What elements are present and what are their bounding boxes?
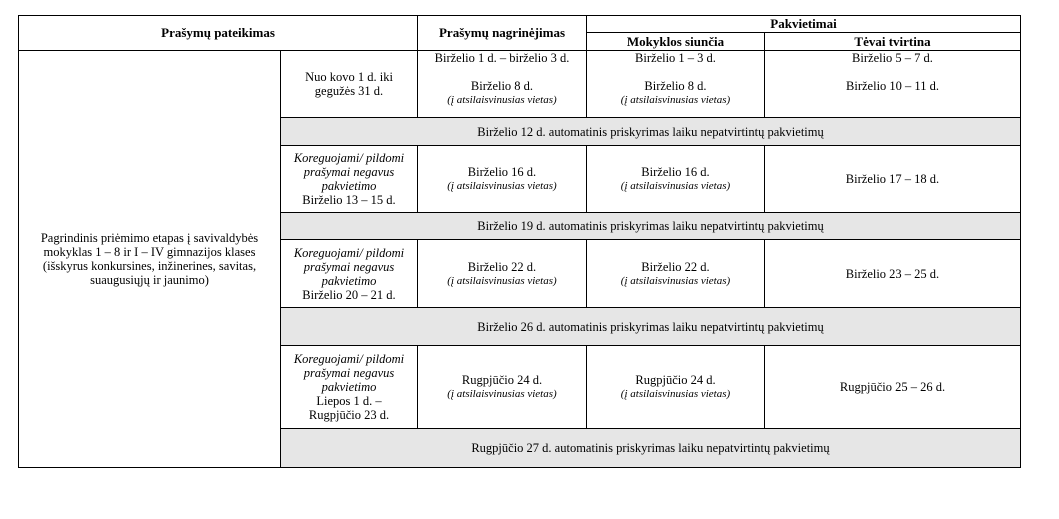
review-cell [418,51,587,118]
school-date: Birželio 1 – 3 d. [635,51,716,65]
submission-cell [281,146,418,213]
parents-confirm-cell: Birželio 23 – 25 d. [765,240,1021,308]
school-sends-cell [587,146,765,213]
submission-dates: Birželio 20 – 21 d. [302,287,396,302]
submission-cell [281,240,418,308]
school-sends-cell [587,346,765,429]
submission-dates: Birželio 13 – 15 d. [302,193,396,207]
school-date: Birželio 22 d. [641,259,710,274]
parents-date: Birželio 5 – 7 d. [852,51,933,65]
submission-dates: Nuo kovo 1 d. iki gegužės 31 d. [305,70,393,98]
review-note: (į atsilaisvinusias vietas) [447,274,557,287]
review-note: (į atsilaisvinusias vietas) [447,94,557,106]
schedule-row [19,51,1021,118]
school-date: Rugpjūčio 24 d. [635,373,716,387]
auto-assignment-note: Rugpjūčio 27 d. automatinis priskyrimas laiku nepatvirtintų pakvietimų [281,429,1021,468]
review-date: Birželio 22 d. [467,259,537,274]
review-date: Birželio 1 d. – birželio 3 d. [434,51,570,65]
school-sends-cell [587,240,765,308]
school-note: (į atsilaisvinusias vietas) [620,274,731,287]
parents-confirm-cell: Birželio 17 – 18 d. [765,146,1021,213]
header-school-sends: Mokyklos siunčia [587,33,765,51]
submission-lead: Koreguojami/ pildomi prašymai negavus pakvietimo [293,151,405,193]
header-review: Prašymų nagrinėjimas [418,16,587,51]
school-note: (į atsilaisvinusias vietas) [620,388,731,400]
submission-dates: Liepos 1 d. – Rugpjūčio 23 d. [308,394,390,422]
admission-schedule-table [18,15,1021,468]
school-sends-cell [587,51,765,118]
submission-lead: Koreguojami/ pildomi prašymai negavus pakvietimo [293,245,405,288]
review-date: Birželio 16 d. [467,165,537,179]
review-date: Rugpjūčio 24 d. [461,373,543,387]
stage-label: Pagrindinis priėmimo etapas į savivaldybės mokyklas 1 – 8 ir I – IV gimnazijos klases (išskyrus konkursines, inžinerines, savitas, suaugusiųjų ir jaunimo) [19,51,281,468]
school-note: (į atsilaisvinusias vietas) [620,94,731,106]
auto-assignment-note: Birželio 12 d. automatinis priskyrimas laiku nepatvirtintų pakvietimų [281,118,1021,146]
auto-assignment-note: Birželio 26 d. automatinis priskyrimas laiku nepatvirtintų pakvietimų [281,308,1021,346]
header-invitations: Pakvietimai [587,16,1021,33]
review-note: (į atsilaisvinusias vietas) [447,388,557,400]
review-date-extra: Birželio 8 d. [470,79,534,93]
review-cell [418,346,587,429]
school-date-extra: Birželio 8 d. [644,79,707,93]
submission-lead: Koreguojami/ pildomi prašymai negavus pakvietimo [293,352,405,394]
auto-assignment-note: Birželio 19 d. automatinis priskyrimas laiku nepatvirtintų pakvietimų [281,213,1021,240]
header-parents-confirm: Tėvai tvirtina [765,33,1021,51]
review-note: (į atsilaisvinusias vietas) [447,180,557,192]
school-date: Birželio 16 d. [641,165,710,179]
parents-date-extra: Birželio 10 – 11 d. [846,79,939,93]
submission-cell [281,346,418,429]
parents-confirm-cell: Rugpjūčio 25 – 26 d. [765,346,1021,429]
school-note: (į atsilaisvinusias vietas) [620,180,731,192]
parents-confirm-cell [765,51,1021,118]
review-cell [418,240,587,308]
submission-cell [281,51,418,118]
review-cell [418,146,587,213]
header-submission: Prašymų pateikimas [19,16,418,51]
